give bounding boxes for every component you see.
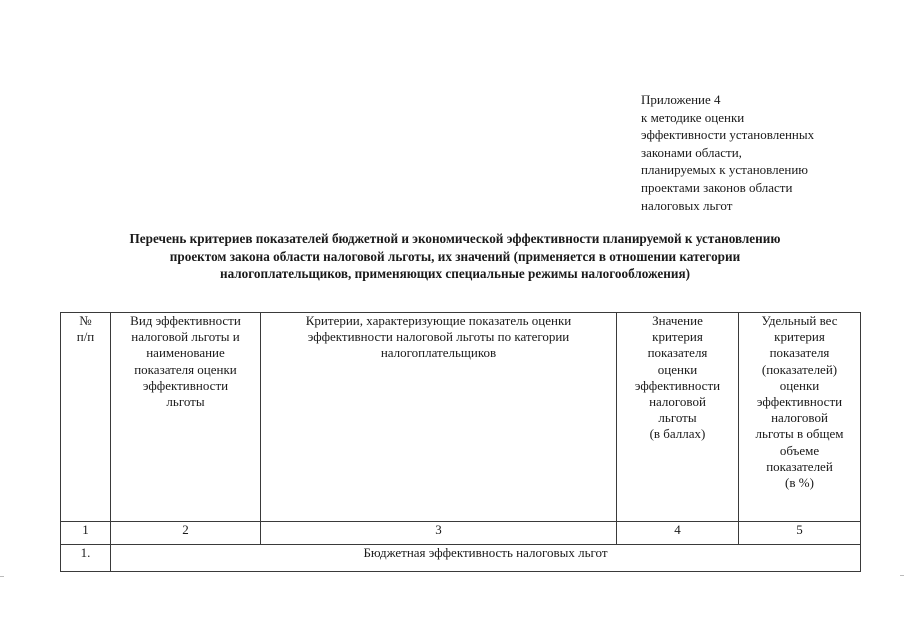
title-line: Перечень критериев показателей бюджетной и экономической эффективности планируемой к установлению xyxy=(129,231,781,246)
header-line: Вид эффективности xyxy=(130,313,241,328)
title-line: проектом закона области налоговой льготы, их значений (применяется в отношении категории xyxy=(169,248,741,264)
table-header-row xyxy=(61,313,861,522)
header-line: критерия xyxy=(774,329,825,345)
section-number: 1. xyxy=(61,545,111,572)
header-line: эффективности xyxy=(756,394,843,410)
header-line: показателя xyxy=(769,345,830,361)
header-line: льготы xyxy=(166,394,205,410)
header-line: льготы xyxy=(658,410,697,426)
header-line: № xyxy=(79,313,92,328)
appendix-line: эффективности установленных xyxy=(641,127,815,143)
column-number-cell: 4 xyxy=(617,522,739,545)
header-cell-criteria xyxy=(261,313,617,522)
header-line: эффективности налоговой льготы по категории xyxy=(307,329,570,345)
scan-margin-mark-left xyxy=(0,576,4,577)
header-line: п/п xyxy=(76,329,95,345)
header-line: оценки xyxy=(779,377,820,393)
column-number-cell: 2 xyxy=(111,522,261,545)
header-line: (в %) xyxy=(785,475,814,491)
header-line: наименование xyxy=(146,345,225,361)
header-line: показателя xyxy=(647,345,708,361)
appendix-line: к методике оценки xyxy=(641,109,745,125)
header-line: налогоплательщиков xyxy=(380,345,497,361)
header-line: налоговой льготы и xyxy=(131,329,240,345)
header-line: объеме xyxy=(779,442,820,458)
column-number-row xyxy=(61,522,861,545)
header-line: налоговой xyxy=(649,394,706,410)
header-line: (в баллах) xyxy=(649,426,706,442)
header-line: эффективности xyxy=(142,377,229,393)
header-cell-number xyxy=(61,313,111,522)
section-title: Бюджетная эффективность налоговых льгот xyxy=(111,545,861,572)
document-title xyxy=(60,230,850,283)
column-number-cell: 3 xyxy=(261,522,617,545)
header-cell-weight xyxy=(739,313,861,522)
header-line: (показателей) xyxy=(761,361,838,377)
appendix-line: законами области, xyxy=(641,144,742,160)
header-line: Удельный вес xyxy=(761,313,838,328)
header-line: показателей xyxy=(766,458,833,474)
appendix-line: планируемых к установлению xyxy=(641,162,809,178)
header-line: Значение xyxy=(652,313,703,328)
criteria-table xyxy=(60,312,861,572)
scan-margin-mark-right xyxy=(900,575,904,576)
header-line: оценки xyxy=(657,361,698,377)
appendix-line: проектами законов области xyxy=(641,179,793,195)
column-number-cell: 1 xyxy=(61,522,111,545)
header-line: льготы в общем xyxy=(755,426,844,442)
title-line: налогоплательщиков, применяющих специальные режимы налогообложения) xyxy=(219,266,691,282)
header-cell-score xyxy=(617,313,739,522)
column-number-cell: 5 xyxy=(739,522,861,545)
header-cell-efficiency-type xyxy=(111,313,261,522)
header-line: налоговой xyxy=(771,410,828,426)
section-row-budget xyxy=(61,545,861,572)
header-line: Критерии, характеризующие показатель оценки xyxy=(305,313,572,328)
header-line: показателя оценки xyxy=(134,361,237,377)
appendix-line: налоговых льгот xyxy=(641,197,733,213)
header-line: критерия xyxy=(652,329,703,345)
header-line: эффективности xyxy=(634,377,721,393)
appendix-note xyxy=(641,91,881,214)
appendix-line: Приложение 4 xyxy=(641,92,721,107)
